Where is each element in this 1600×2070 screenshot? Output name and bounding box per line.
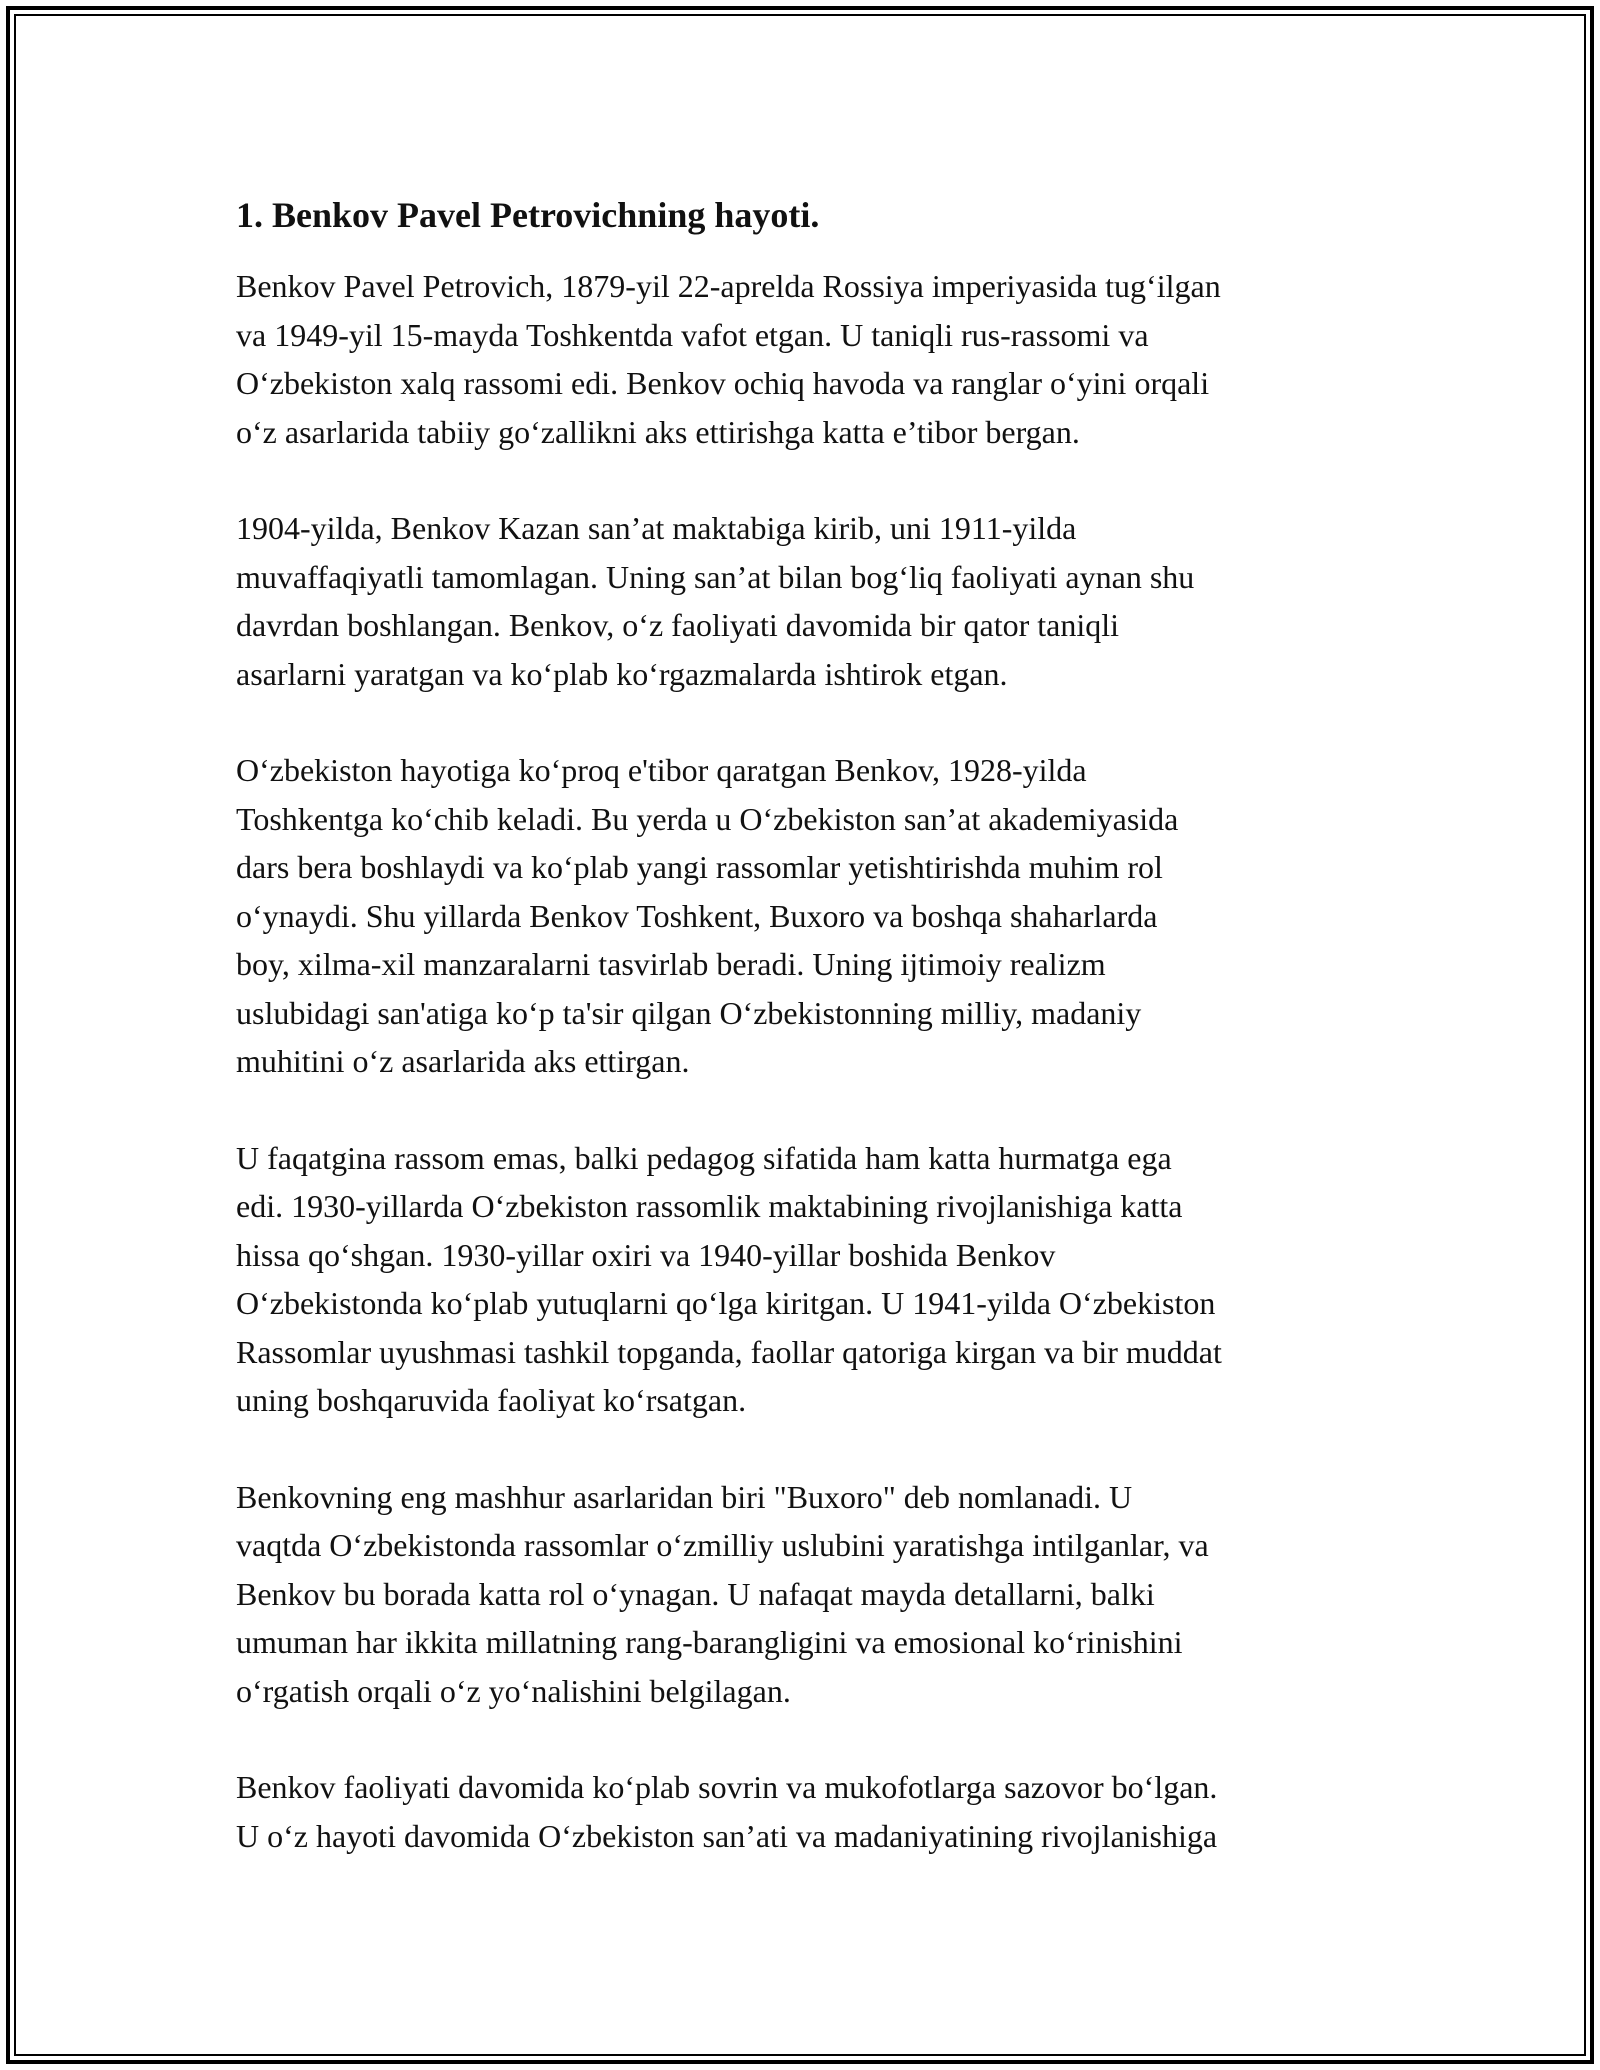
paragraph-1 [236,262,1396,456]
text-line: Benkov bu borada katta rol o‘ynagan. U nafaqat mayda detallarni, balki [236,1575,1155,1612]
text-line: hissa qo‘shgan. 1930-yillar oxiri va 1940-yillar boshida Benkov [236,1236,1056,1273]
section-heading: 1. Benkov Pavel Petrovichning hayoti. [236,195,820,235]
text-line: uslubidagi san'atiga ko‘p ta'sir qilgan O‘zbekistonning milliy, madaniy [236,994,1142,1031]
text-line: Rassomlar uyushmasi tashkil topganda, faollar qatoriga kirgan va bir muddat [236,1333,1222,1370]
text-line: davrdan boshlangan. Benkov, o‘z faoliyati davomida bir qator taniqli [236,607,1120,643]
text-line: o‘z asarlarida tabiiy go‘zallikni aks ettirishga katta e’tibor bergan. [236,413,1080,450]
paragraph-5 [236,1473,1396,1716]
text-line: o‘ynaydi. Shu yillarda Benkov Toshkent, Buxoro va boshqa shaharlarda [236,897,1158,934]
text-line: muhitini o‘z asarlarida aks ettirgan. [236,1043,690,1079]
text-line: va 1949-yil 15-mayda Toshkentda vafot etgan. U taniqli rus-rassomi va [236,316,1149,353]
text-line: O‘zbekistonda ko‘plab yutuqlarni qo‘lga kiritgan. U 1941-yilda O‘zbekiston [236,1285,1216,1321]
text-line: Toshkentga ko‘chib keladi. Bu yerda u O‘zbekiston san’at akademiyasida [236,800,1179,837]
document-page [236,190,1396,1908]
text-line: Benkovning eng mashhur asarlaridan biri "Buxoro" deb nomlanadi. U [236,1478,1133,1515]
text-line: asarlarni yaratgan va ko‘plab ko‘rgazmalarda ishtirok etgan. [236,655,1008,692]
text-line: vaqtda O‘zbekistonda rassomlar o‘zmilliy uslubini yaratishga intilganlar, va [236,1527,1209,1563]
text-line: U faqatgina rassom emas, balki pedagog sifatida ham katta hurmatga ega [236,1139,1172,1176]
text-line: o‘rgatish orqali o‘z yo‘nalishini belgilagan. [236,1672,791,1709]
text-line: O‘zbekiston hayotiga ko‘proq e'tibor qaratgan Benkov, 1928-yilda [236,752,1087,788]
text-line: edi. 1930-yillarda O‘zbekiston rassomlik maktabining rivojlanishiga katta [236,1188,1183,1224]
paragraph-3 [236,746,1396,1086]
paragraph-4 [236,1134,1396,1425]
text-line: uning boshqaruvida faoliyat ko‘rsatgan. [236,1382,747,1418]
text-line: O‘zbekiston xalq rassomi edi. Benkov ochiq havoda va ranglar o‘yini orqali [236,365,1210,401]
text-line: boy, xilma-xil manzaralarni tasvirlab beradi. Uning ijtimoiy realizm [236,946,1106,982]
text-line: umuman har ikkita millatning rang-barangligini va emosional ko‘rinishini [236,1624,1183,1660]
text-line: 1904-yilda, Benkov Kazan san’at maktabiga kirib, uni 1911-yilda [236,510,1077,546]
paragraph-2 [236,504,1396,698]
text-line: dars bera boshlaydi va ko‘plab yangi rassomlar yetishtirishda muhim rol [236,849,1163,885]
text-line: U o‘z hayoti davomida O‘zbekiston san’ati va madaniyatining rivojlanishiga [236,1817,1218,1854]
text-line: muvaffaqiyatli tamomlagan. Uning san’at bilan bog‘liq faoliyati aynan shu [236,558,1195,595]
paragraph-6 [236,1763,1396,1860]
text-line: Benkov faoliyati davomida ko‘plab sovrin va mukofotlarga sazovor bo‘lgan. [236,1769,1218,1805]
text-line: Benkov Pavel Petrovich, 1879-yil 22-aprelda Rossiya imperiyasida tug‘ilgan [236,268,1221,304]
